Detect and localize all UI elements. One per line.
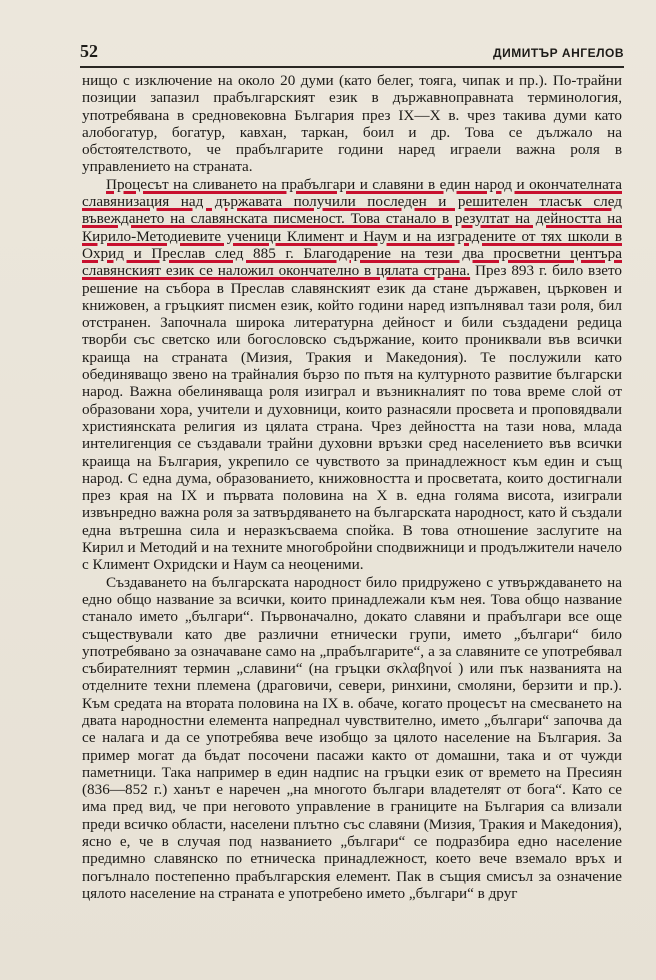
page-number: 52: [80, 41, 98, 61]
highlighted-passage: Процесът на сливането на прабългари и славяни в един народ и окончателната славянизация над държавата получили последен и решителен тласък след въвеждането на славянската писменост. Това станало в резултат на дейността на Кирило-Методиевите ученици Климент и Наум и на изградените от тях школи в Охрид и Преслав след 885 г. Благодарение на тези два просветни центъра славянският език се наложил окончателно в цялата страна.: [82, 175, 622, 280]
running-head: ДИМИТЪР АНГЕЛОВ: [493, 46, 624, 60]
paragraph-3: Създаването на българската народност било придружено с утвърждаването на едно общо название за всички, които принадлежали към нея. Това общо название станало името „българи“. Първоначално, докато славяни и прабългари все още съществували като две различни етнически групи, името „българи“ било употребявано за означаване само на „прабългарите“, а за славяните се употребявал събирателният термин „славини“ (на гръцки σκλαβηνοί ) или пък названията на отделните техни племена (драговичи, севери, ринхини, смоляни, берзити и пр.). Към средата на втората половина на IX в. обаче, когато процесът на смесването на двата народностни елемента напреднал чувствително, името „българи“ започва да се налага и да се употребява вече изобщо за цялото население на България. За пример могат да бъдат посочени пасажи както от домашни, така и от чужди паметници. Така например в един надпис на гръцки език от времето на Пресиян (836—852 г.) ханът е наречен „на многото българи владетелят от бога“. Като се има пред вид, че при неговото управление в границите на България са влизали преди всичко области, населени плътно със славяни (Мизия, Тракия и Македония), ясно е, че в случая под названието „българи“ се подразбира едно население предимно славянско по етническа принадлежност, което вече вземало връх и погълнало постепенно прабългарския елемент. Пак в същия смисъл за означение цялото население на страната е употребено името „българи“ в друг: [82, 573, 622, 902]
paragraph-2-rest: През 893 г. било взето решение на събора в Преслав славянският език да стане държавен, църковен и книжовен, а гръцкият писмен език, който години наред изпълнявал тази роля, бил отстранен. Започнала широка литературна дейност и били създадени редица творби със светско или богословско съдържание, които прониквали във всички краища на страната (Мизия, Тракия и Македония). Те послужили като обединяващо звено на трайналия бързо по пътя на културното развитие български народ. Важна обелиняваща роля изиграл и възникналият по това време слой от образовани хора, учители и духовници, които разнасяли просвета и проповядвали християнската религия из цялата страна. Чрез дейността на тази нова, млада интелигенция се създавали трайни духовни връзки сред населението във всички краища на България, укрепило се чувството за принадлежност към един и същ народ. С една дума, образованието, книжовността и просветата, които достигнали през края на IX и първата половина на X в. една голяма висота, изиграли извънредно важна роля за затвърдяването на българската народност, като й създали една вътрешна сила и неразкъсваема спойка. В това отношение заслугите на Кирил и Методий и на техните многобройни сподвижници и продължители начело с Климент Охридски и Наум са неоценими.: [82, 262, 622, 574]
page-header: [80, 30, 624, 68]
body-text: [82, 72, 622, 902]
paragraph-1: нищо с изключение на около 20 думи (като белег, тояга, чипак и пр.). По-трайни позиции запазил прабългарският език в държавноправната терминология, употребявана в средновековна България през IX—X в. чрез такива думи като алобогатур, богатур, кавхан, таркан, боил и др. Това се дължало на обстоятелството, че прабългарите години наред играели важна роля в управлението на страната.: [82, 72, 622, 176]
paragraph-2: [82, 176, 622, 574]
